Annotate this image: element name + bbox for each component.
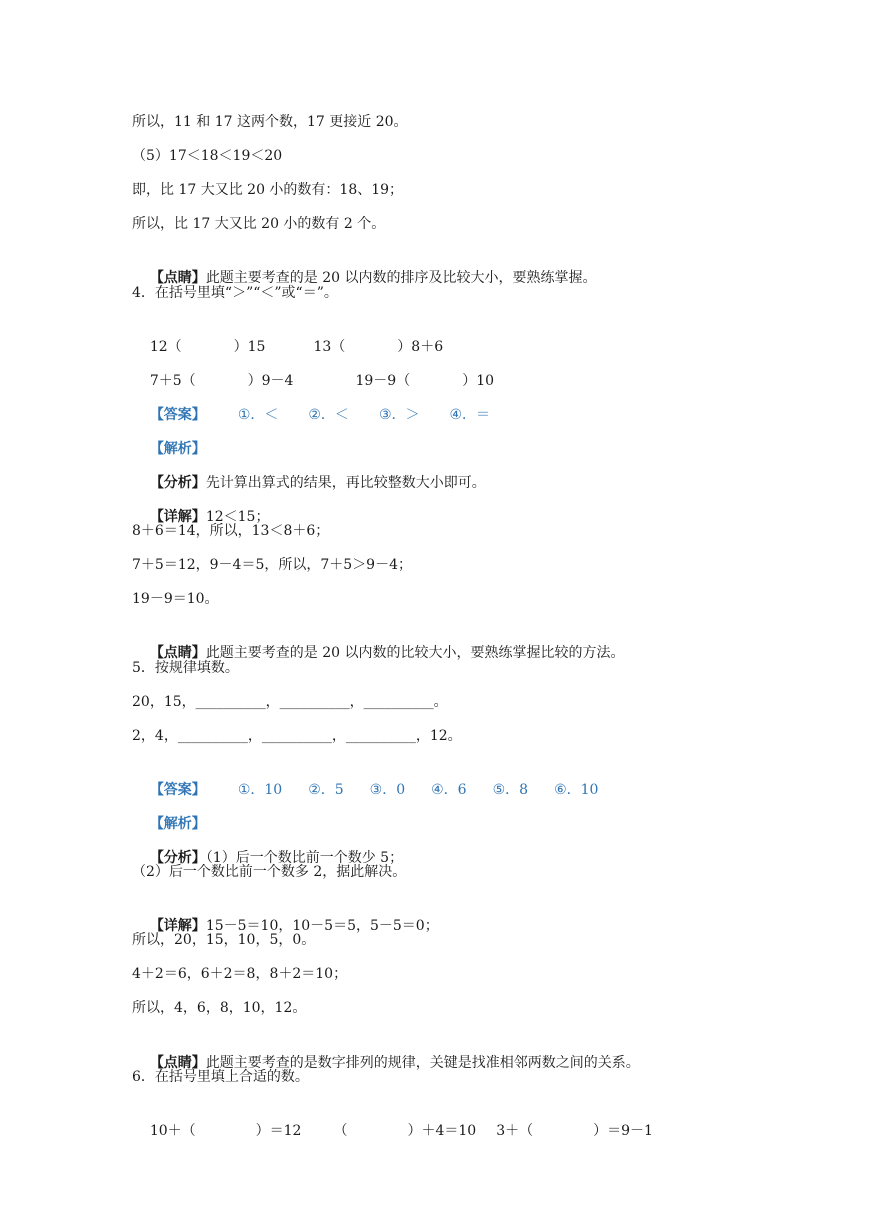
analysis-text: （1）后一个数比前一个数少 5；	[205, 850, 404, 866]
sequence-line: 2，4，__________，__________，__________，12。	[132, 728, 462, 744]
question-6-title: 6．在括号里填上合适的数。	[132, 1069, 309, 1085]
question-6-row	[132, 1101, 653, 1139]
question-5-title: 5．按规律填数。	[132, 660, 239, 676]
expr-part: 3＋（	[496, 1123, 534, 1139]
detail-text: 15－5＝10，10－5＝5，5－5＝0；	[205, 918, 439, 934]
detail-line	[132, 896, 439, 934]
text-line: 19－9＝10。	[132, 591, 219, 607]
text-line: 所以，比 17 大又比 20 小的数有 2 个。	[132, 216, 386, 232]
answer-item: ④．6	[431, 782, 467, 798]
text-line: 8＋6＝14，所以，13＜8＋6；	[132, 523, 330, 539]
detail-line	[132, 487, 270, 525]
expr-part: ）9－4	[247, 373, 294, 389]
text-line: 7＋5＝12，9－4＝5，所以，7＋5＞9－4；	[132, 557, 412, 573]
answer-item: ②．5	[308, 782, 344, 798]
answer-item: ⑥．10	[554, 782, 599, 798]
expr-part: ）＝9－1	[593, 1123, 653, 1139]
detail-label: 【详解】	[149, 918, 206, 934]
text-line: （2）后一个数比前一个数多 2，据此解决。	[132, 864, 407, 880]
analysis-heading	[132, 419, 206, 457]
text-line: 4＋2＝6，6＋2＝8，8＋2＝10；	[132, 966, 348, 982]
expr-part: ）＝12	[255, 1123, 302, 1139]
analysis-label: 【分析】	[149, 475, 206, 491]
expr-part: 10＋（	[149, 1123, 196, 1139]
answer-item: ①．＜	[237, 407, 279, 423]
comment-tag: 【点睛】	[149, 645, 206, 661]
comment-line	[132, 248, 597, 286]
expr-part: 13（	[313, 339, 346, 355]
answer-tag: 【答案】	[149, 782, 206, 798]
question-4-row-1	[132, 317, 444, 355]
answer-item: ②．＜	[308, 407, 349, 423]
analysis-line	[132, 453, 486, 491]
analysis-tag: 【解析】	[149, 441, 206, 457]
question-4-row-2	[132, 351, 495, 389]
analysis-tag: 【解析】	[149, 816, 206, 832]
comment-text: 此题主要考查的是 20 以内数的排序及比较大小，要熟练掌握。	[205, 270, 597, 286]
text-line: 所以，20，15，10，5，0。	[132, 932, 316, 948]
comment-line	[132, 623, 625, 661]
expr-part: ）8＋6	[397, 339, 444, 355]
expr-part: ）15	[233, 339, 266, 355]
answer-item: ③．0	[369, 782, 406, 798]
comment-tag: 【点睛】	[149, 270, 206, 286]
analysis-label: 【分析】	[149, 850, 206, 866]
answer-item: ④．＝	[449, 407, 491, 423]
answer-line	[132, 760, 599, 798]
text-line: （5）17＜18＜19＜20	[132, 148, 283, 164]
comment-text: 此题主要考查的是 20 以内数的比较大小，要熟练掌握比较的方法。	[205, 645, 625, 661]
question-4-title: 4．在括号里填“＞”“＜”或“＝”。	[132, 285, 338, 301]
analysis-text: 先计算出算式的结果，再比较整数大小即可。	[205, 475, 486, 491]
expr-part: 12（	[149, 339, 182, 355]
answer-item: ③．＞	[378, 407, 420, 423]
comment-text: 此题主要考查的是数字排列的规律，关键是找准相邻两数之间的关系。	[205, 1055, 640, 1071]
analysis-line	[132, 828, 404, 866]
text-line: 即，比 17 大又比 20 小的数有：18、19；	[132, 182, 404, 198]
expr-part: （	[333, 1123, 348, 1139]
expr-part: 7＋5（	[149, 373, 196, 389]
expr-part: ）＋4＝10	[407, 1123, 477, 1139]
answer-item: ①．10	[237, 782, 283, 798]
answer-line	[132, 385, 491, 423]
expr-part: ）10	[462, 373, 495, 389]
comment-line	[132, 1033, 640, 1071]
expr-part: 19－9（	[355, 373, 411, 389]
sequence-line: 20，15，__________，__________，__________。	[132, 694, 448, 710]
answer-tag: 【答案】	[149, 407, 206, 423]
detail-text: 12＜15；	[205, 509, 270, 525]
analysis-heading	[132, 794, 206, 832]
comment-tag: 【点睛】	[149, 1055, 206, 1071]
text-line: 所以，4，6，8，10，12。	[132, 1000, 307, 1016]
detail-label: 【详解】	[149, 509, 206, 525]
answer-item: ⑤．8	[492, 782, 529, 798]
text-line: 所以，11 和 17 这两个数，17 更接近 20。	[132, 114, 408, 130]
